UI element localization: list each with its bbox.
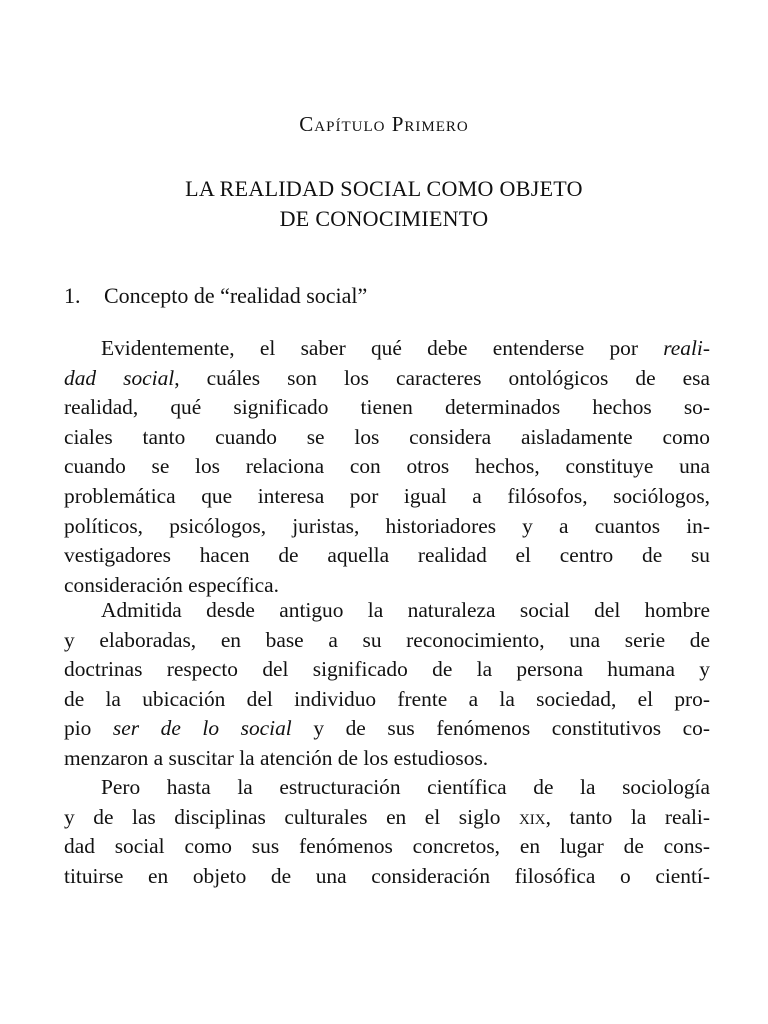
- paragraph-line: menzaron a suscitar la atención de los estudiosos.: [64, 745, 489, 770]
- paragraph-line: Evidentemente, el saber qué debe entenderse por reali-: [101, 336, 710, 360]
- paragraph-line: vestigadores hacen de aquella realidad el centro de su: [64, 543, 710, 568]
- chapter-title-line-1: LA REALIDAD SOCIAL COMO OBJETO: [185, 176, 583, 201]
- paragraph-2: [64, 596, 710, 774]
- paragraph-line: de la ubicación del individuo frente a la sociedad, el pro-: [64, 686, 710, 711]
- italic-text: reali-: [663, 336, 710, 360]
- section-number: 1.: [64, 283, 81, 308]
- paragraph-line: Admitida desde antiguo la naturaleza social del hombre: [101, 598, 710, 622]
- italic-text: dad social: [64, 365, 175, 390]
- italic-text: ser de lo social: [112, 716, 292, 741]
- paragraph-line: y elaboradas, en base a su reconocimiento, una serie de: [64, 627, 710, 652]
- paragraph-line: dad social, cuáles son los caracteres ontológicos de esa: [64, 365, 710, 390]
- chapter-heading: Capítulo Primero: [299, 112, 469, 136]
- paragraph-line: realidad, qué significado tienen determinados hechos so-: [64, 395, 710, 420]
- small-caps-text: xix: [518, 804, 546, 829]
- paragraph-line: problemática que interesa por igual a filósofos, sociólogos,: [64, 483, 710, 508]
- paragraph-line: consideración específica.: [64, 572, 279, 597]
- paragraph-line: y de las disciplinas culturales en el siglo xix, tanto la reali-: [64, 804, 710, 829]
- paragraph-line: Pero hasta la estructuración científica de la sociología: [101, 775, 710, 799]
- chapter-title-line-2: DE CONOCIMIENTO: [279, 206, 489, 231]
- section-heading: [64, 283, 367, 309]
- paragraph-line: cuando se los relaciona con otros hechos, constituye una: [64, 454, 710, 479]
- paragraph-line: pio ser de lo social y de sus fenómenos constitutivos co-: [64, 716, 710, 741]
- section-title: Concepto de “realidad social”: [104, 283, 368, 308]
- paragraph-line: tituirse en objeto de una consideración filosófica o cientí-: [64, 863, 710, 888]
- paragraph-line: dad social como sus fenómenos concretos, en lugar de cons-: [64, 834, 710, 859]
- paragraph-line: políticos, psicólogos, juristas, historiadores y a cuantos in-: [64, 513, 710, 538]
- paragraph-3: [64, 773, 710, 891]
- chapter-title: [0, 174, 768, 234]
- paragraph-line: doctrinas respecto del significado de la persona humana y: [64, 657, 710, 682]
- paragraph-line: ciales tanto cuando se los considera aisladamente como: [64, 424, 710, 449]
- paragraph-1: [64, 334, 710, 600]
